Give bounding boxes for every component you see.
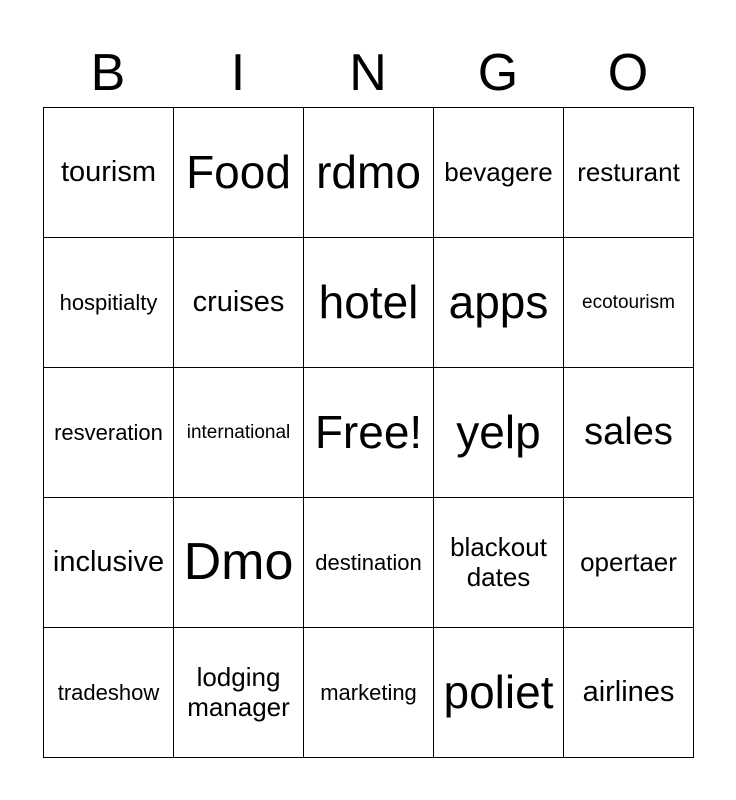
cell-label: rdmo — [316, 146, 421, 199]
bingo-cell-r5-c4[interactable] — [434, 628, 564, 758]
bingo-cell-r2-c1[interactable] — [44, 238, 174, 368]
cell-label: international — [186, 421, 291, 443]
bingo-cell-r3-c5[interactable] — [564, 368, 694, 498]
cell-label: lodging manager — [187, 661, 290, 722]
bingo-cell-r1-c1[interactable] — [44, 108, 174, 238]
header-letter-g: G — [477, 44, 519, 102]
bingo-cell-r3-c1[interactable] — [44, 368, 174, 498]
bingo-cell-r5-c1[interactable] — [44, 628, 174, 758]
cell-label: tradeshow — [57, 679, 160, 705]
bingo-cell-r4-c4[interactable] — [434, 498, 564, 628]
bingo-cell-r3-c4[interactable] — [434, 368, 564, 498]
cell-label: inclusive — [52, 545, 165, 578]
free-space-label: Free! — [314, 406, 423, 459]
bingo-cell-r4-c2[interactable] — [174, 498, 304, 628]
cell-label: tourism — [60, 155, 157, 188]
cell-label: sales — [584, 410, 673, 453]
bingo-cell-r1-c2[interactable] — [174, 108, 304, 238]
bingo-cell-r1-c5[interactable] — [564, 108, 694, 238]
cell-label: apps — [448, 276, 549, 329]
bingo-board — [43, 107, 694, 758]
bingo-header — [43, 40, 693, 106]
cell-label: airlines — [582, 675, 675, 708]
cell-label: hotel — [318, 276, 419, 329]
bingo-cell-r3-c2[interactable] — [174, 368, 304, 498]
cell-label: poliet — [443, 666, 554, 719]
cell-label: hospitialty — [59, 289, 158, 315]
cell-label: Food — [186, 146, 291, 199]
bingo-cell-r5-c5[interactable] — [564, 628, 694, 758]
cell-label: ecotourism — [582, 291, 675, 313]
header-letter-o: O — [607, 44, 649, 102]
cell-label: resturant — [577, 156, 680, 187]
bingo-cell-r1-c3[interactable] — [304, 108, 434, 238]
bingo-cell-r4-c5[interactable] — [564, 498, 694, 628]
cell-label: destination — [315, 549, 422, 575]
bingo-cell-r4-c1[interactable] — [44, 498, 174, 628]
cell-label: blackout dates — [450, 531, 547, 592]
cell-label: opertaer — [580, 546, 677, 577]
bingo-cell-r4-c3[interactable] — [304, 498, 434, 628]
cell-label: cruises — [192, 285, 285, 318]
cell-label: marketing — [320, 679, 417, 705]
header-letter-b: B — [90, 44, 126, 102]
cell-label: resveration — [54, 419, 163, 445]
cell-label: yelp — [456, 406, 541, 459]
bingo-cell-r2-c4[interactable] — [434, 238, 564, 368]
header-letter-n: N — [349, 44, 387, 102]
bingo-cell-r5-c2[interactable] — [174, 628, 304, 758]
bingo-cell-r2-c2[interactable] — [174, 238, 304, 368]
header-letter-i: I — [230, 44, 246, 102]
bingo-cell-r2-c3[interactable] — [304, 238, 434, 368]
bingo-cell-r1-c4[interactable] — [434, 108, 564, 238]
cell-label: bevagere — [444, 156, 553, 187]
bingo-cell-r5-c3[interactable] — [304, 628, 434, 758]
bingo-cell-r2-c5[interactable] — [564, 238, 694, 368]
cell-label: Dmo — [183, 532, 294, 591]
free-space-cell[interactable] — [304, 368, 434, 498]
